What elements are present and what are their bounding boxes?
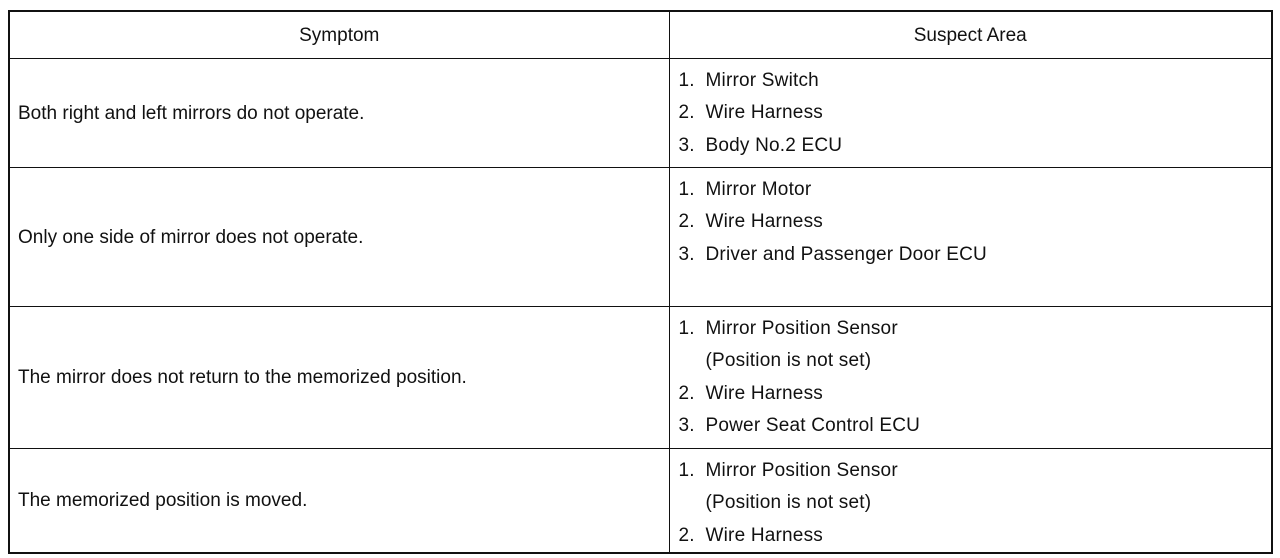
list-item — [679, 97, 1272, 130]
item-number: 2. — [678, 524, 695, 546]
suspect-area-cell — [669, 168, 1272, 307]
item-text: Mirror Position Sensor — [705, 459, 898, 481]
item-number: 1. — [678, 459, 695, 481]
item-text: Mirror Position Sensor — [705, 317, 898, 339]
list-item — [679, 129, 1272, 162]
table-row — [9, 168, 1272, 307]
symptom-cell: The memorized position is moved. — [9, 449, 669, 553]
symptom-cell: Both right and left mirrors do not operate. — [9, 59, 669, 168]
item-text: Driver and Passenger Door ECU — [705, 243, 987, 265]
list-item — [679, 519, 1272, 552]
item-number: 1. — [678, 317, 695, 339]
suspect-area-cell — [669, 449, 1272, 553]
suspect-area-list — [679, 454, 1272, 552]
list-item — [679, 454, 1272, 487]
table-header-row — [9, 11, 1272, 59]
suspect-area-cell — [669, 307, 1272, 449]
list-item — [679, 410, 1272, 443]
problem-symptoms-table — [8, 10, 1273, 554]
item-number: 1. — [678, 178, 695, 200]
table-row — [9, 307, 1272, 449]
item-text: (Position is not set) — [705, 350, 872, 372]
symptom-cell: Only one side of mirror does not operate. — [9, 168, 669, 307]
list-item — [679, 377, 1272, 410]
list-item — [679, 238, 1272, 271]
suspect-area-list — [679, 173, 1272, 271]
list-item-note — [679, 487, 1272, 520]
item-number: 1. — [678, 69, 695, 91]
suspect-area-column-header: Suspect Area — [669, 11, 1272, 59]
item-number: 2. — [678, 211, 695, 233]
list-item — [679, 173, 1272, 206]
item-text: (Position is not set) — [705, 492, 872, 514]
suspect-area-cell — [669, 59, 1272, 168]
item-text: Wire Harness — [705, 211, 823, 233]
item-text: Body No.2 ECU — [705, 134, 843, 156]
symptom-column-header: Symptom — [9, 11, 669, 59]
item-text: Wire Harness — [705, 382, 823, 404]
list-item — [679, 64, 1272, 97]
item-number: 3. — [678, 415, 695, 437]
list-item — [679, 312, 1272, 345]
item-number: 3. — [678, 243, 695, 265]
item-text: Mirror Switch — [705, 69, 819, 91]
suspect-area-list — [679, 312, 1272, 442]
symptom-cell: The mirror does not return to the memorized position. — [9, 307, 669, 449]
item-number: 2. — [678, 382, 695, 404]
list-item — [679, 206, 1272, 239]
table-row — [9, 449, 1272, 553]
suspect-area-list — [679, 64, 1272, 162]
list-item-note — [679, 345, 1272, 378]
item-number: 2. — [678, 102, 695, 124]
item-number: 3. — [678, 134, 695, 156]
item-text: Wire Harness — [705, 524, 823, 546]
table-row — [9, 59, 1272, 168]
item-text: Power Seat Control ECU — [705, 415, 921, 437]
item-text: Mirror Motor — [705, 178, 812, 200]
item-text: Wire Harness — [705, 102, 823, 124]
